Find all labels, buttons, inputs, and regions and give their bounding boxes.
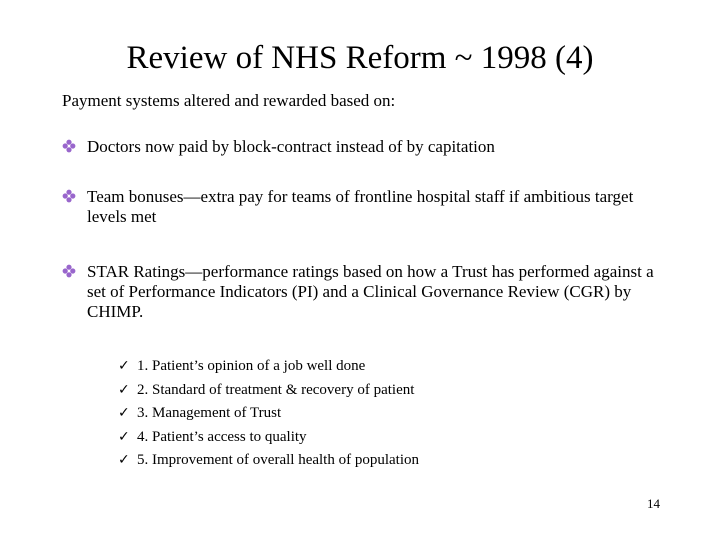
- slide-title: Review of NHS Reform ~ 1998 (4): [126, 40, 594, 76]
- diamond-bullet-icon: [62, 264, 76, 278]
- checklist-label: 1. Patient’s opinion of a job well done: [137, 358, 366, 374]
- checklist-item: [118, 426, 419, 450]
- checklist-label: 5. Improvement of overall health of population: [137, 452, 420, 468]
- checkmark-icon: ✓: [118, 358, 130, 374]
- criteria-checklist: [118, 355, 419, 473]
- checkmark-icon: ✓: [118, 428, 130, 445]
- checklist-item: [118, 379, 419, 403]
- diamond-bullet-icon: [62, 189, 76, 203]
- checklist-label: 4. Patient’s access to quality: [137, 428, 307, 445]
- checkmark-icon: ✓: [118, 405, 130, 421]
- bullet-item: [62, 187, 662, 227]
- bullet-item: [62, 137, 662, 157]
- checkmark-icon: ✓: [118, 452, 130, 468]
- checklist-item: [118, 355, 419, 379]
- bullet-text: Doctors now paid by block-contract instead of by capitation: [87, 137, 495, 156]
- checklist-label: 3. Management of Trust: [137, 405, 282, 421]
- checkmark-icon: ✓: [118, 381, 130, 398]
- page-number: 14: [647, 496, 660, 511]
- bullet-text: Team bonuses—extra pay for teams of frontline hospital staff if ambitious target levels met: [87, 187, 634, 226]
- bullet-text: STAR Ratings—performance ratings based on how a Trust has performed against a set of Performance Indicators (PI) and a Clinical Governance Review (CGR) by CHIMP.: [87, 262, 654, 321]
- diamond-bullet-icon: [62, 139, 76, 153]
- bullet-item: [62, 262, 662, 322]
- checklist-item: [118, 402, 419, 426]
- checklist-item: [118, 449, 419, 473]
- checklist-label: 2. Standard of treatment & recovery of patient: [137, 381, 415, 398]
- intro-text: Payment systems altered and rewarded based on:: [62, 91, 396, 110]
